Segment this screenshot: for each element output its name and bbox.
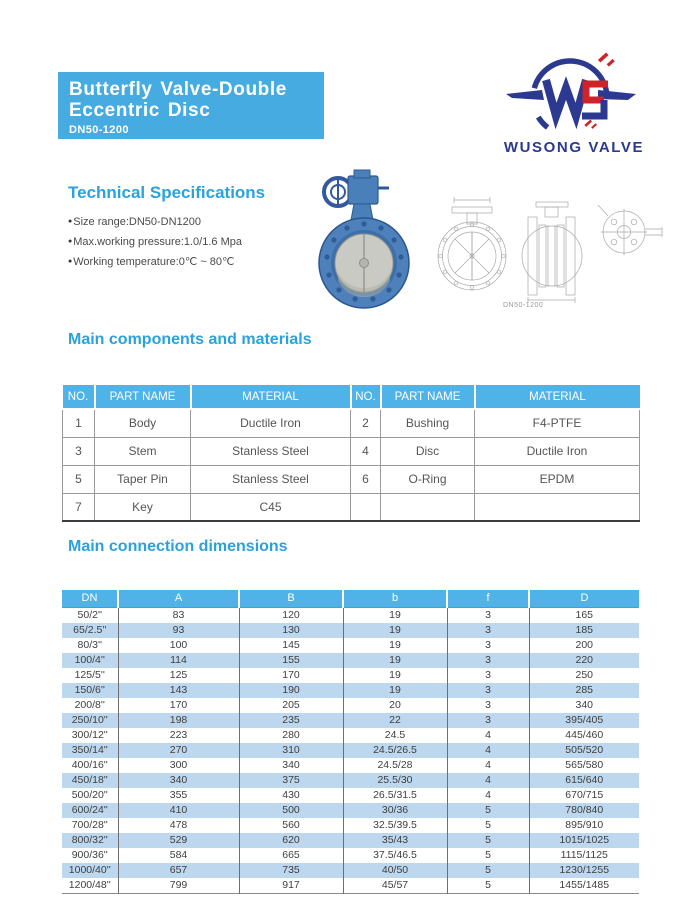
- table-cell: 1230/1255: [529, 863, 639, 878]
- table-cell: 100: [118, 638, 239, 653]
- column-header: NO.: [63, 384, 95, 409]
- table-cell: 19: [343, 623, 447, 638]
- table-cell: 170: [239, 668, 343, 683]
- table-row: [62, 728, 639, 743]
- table-cell: 895/910: [529, 818, 639, 833]
- table-cell: 235: [239, 713, 343, 728]
- table-row: [63, 437, 640, 465]
- table-cell: 4: [447, 788, 529, 803]
- table-cell: 620: [239, 833, 343, 848]
- table-cell: 22: [343, 713, 447, 728]
- table-cell: 25.5/30: [343, 773, 447, 788]
- table-row: [62, 623, 639, 638]
- table-cell: 24.5/26.5: [343, 743, 447, 758]
- bullet-icon: ●: [68, 238, 73, 245]
- drawing-front-view: [438, 197, 506, 290]
- table-cell: 205: [239, 698, 343, 713]
- table-cell: 445/460: [529, 728, 639, 743]
- table-cell: 2: [351, 409, 381, 437]
- table-cell: 584: [118, 848, 239, 863]
- table-row: [62, 683, 639, 698]
- table-cell: 350/14'': [71, 743, 108, 756]
- table-cell: 4: [351, 437, 381, 465]
- spec-text: Size range:DN50-DN1200: [73, 216, 202, 228]
- drawing-side-view: [522, 202, 582, 303]
- bullet-icon: ●: [68, 218, 73, 225]
- table-cell: 917: [239, 878, 343, 894]
- table-cell: 560: [239, 818, 343, 833]
- table-cell: 125: [118, 668, 239, 683]
- table-cell: 3: [447, 683, 529, 698]
- title-banner: [58, 72, 324, 139]
- table-cell: 430: [239, 788, 343, 803]
- spec-text: Working temperature:0℃ ~ 80℃: [73, 256, 235, 268]
- logo-left-wing: [506, 90, 544, 100]
- table-cell: 5: [447, 863, 529, 878]
- table-row: [62, 607, 639, 623]
- dimensions-table-body: [62, 607, 639, 893]
- components-heading: Main components and materials: [68, 331, 312, 348]
- table-cell: 155: [239, 653, 343, 668]
- table-cell: 83: [118, 607, 239, 623]
- table-cell: 3: [447, 698, 529, 713]
- table-cell: 529: [118, 833, 239, 848]
- column-header: PART NAME: [381, 384, 475, 409]
- tech-specs-heading: Technical Specifications: [68, 183, 266, 202]
- table-cell: 5: [447, 803, 529, 818]
- column-header: MATERIAL: [475, 384, 640, 409]
- table-row: [62, 713, 639, 728]
- table-cell: 615/640: [529, 773, 639, 788]
- table-cell: 200/8'': [74, 698, 105, 711]
- table-cell: Stem: [95, 437, 191, 465]
- table-cell: 1000/40'': [68, 863, 111, 876]
- table-cell: Bushing: [381, 409, 475, 437]
- table-cell: 20: [343, 698, 447, 713]
- table-cell: 19: [343, 653, 447, 668]
- table-cell: 170: [118, 698, 239, 713]
- table-cell: 500/20'': [71, 788, 108, 801]
- column-header: b: [343, 590, 447, 607]
- page-title-line2: Eccentric Disc: [69, 100, 211, 121]
- table-cell: 19: [343, 607, 447, 623]
- table-cell: 665: [239, 848, 343, 863]
- spec-item: [68, 232, 242, 252]
- drawing-flange-view: [598, 205, 662, 255]
- drawing-caption: DN50-1200: [503, 302, 544, 309]
- table-cell: 900/36'': [71, 848, 108, 861]
- dimensions-table: [62, 590, 639, 894]
- table-cell: 6: [351, 465, 381, 493]
- table-cell: 26.5/31.5: [343, 788, 447, 803]
- table-row: [62, 773, 639, 788]
- bullet-icon: ●: [68, 258, 73, 265]
- column-header: A: [118, 590, 239, 607]
- table-cell: 1455/1485: [529, 878, 639, 894]
- butterfly-valve-photo: [288, 166, 428, 316]
- table-cell: 670/715: [529, 788, 639, 803]
- table-cell: C45: [191, 493, 351, 521]
- table-cell: 143: [118, 683, 239, 698]
- table-cell: 1200/48'': [68, 878, 111, 891]
- logo-monogram-ws: [546, 80, 608, 116]
- table-row: [62, 638, 639, 653]
- table-cell: 24.5: [343, 728, 447, 743]
- table-row: [63, 493, 640, 521]
- table-cell: 500: [239, 803, 343, 818]
- table-cell: 3: [63, 437, 95, 465]
- table-cell: 30/36: [343, 803, 447, 818]
- table-cell: 45/57: [343, 878, 447, 894]
- column-header: DN: [62, 590, 118, 607]
- table-cell: 340: [118, 773, 239, 788]
- table-cell: 93: [118, 623, 239, 638]
- table-cell: 1: [63, 409, 95, 437]
- table-cell: 4: [447, 758, 529, 773]
- column-header: PART NAME: [95, 384, 191, 409]
- table-cell: 120: [239, 607, 343, 623]
- column-header: f: [447, 590, 529, 607]
- table-cell: 198: [118, 713, 239, 728]
- table-cell: Stanless Steel: [191, 437, 351, 465]
- table-cell: 19: [343, 638, 447, 653]
- table-row: [62, 863, 639, 878]
- table-row: [62, 698, 639, 713]
- table-cell: 505/520: [529, 743, 639, 758]
- table-cell: 24.5/28: [343, 758, 447, 773]
- spec-item: [68, 252, 242, 272]
- table-cell: 410: [118, 803, 239, 818]
- table-cell: 300/12'': [71, 728, 108, 741]
- table-row: [62, 878, 639, 894]
- table-cell: Ductile Iron: [191, 409, 351, 437]
- table-cell: 300: [118, 758, 239, 773]
- table-cell: 37.5/46.5: [343, 848, 447, 863]
- table-cell: 1115/1125: [529, 848, 639, 863]
- dimensions-heading: Main connection dimensions: [68, 538, 288, 555]
- table-cell: 280: [239, 728, 343, 743]
- table-cell: 270: [118, 743, 239, 758]
- column-header: MATERIAL: [191, 384, 351, 409]
- table-cell: Taper Pin: [95, 465, 191, 493]
- table-cell: 400/16'': [71, 758, 108, 771]
- table-cell: 5: [447, 878, 529, 894]
- table-cell: 799: [118, 878, 239, 894]
- table-cell: 125/5'': [74, 668, 105, 681]
- table-cell: 565/580: [529, 758, 639, 773]
- table-cell: 478: [118, 818, 239, 833]
- table-cell: 657: [118, 863, 239, 878]
- table-cell: 50/2'': [77, 608, 102, 621]
- table-cell: Disc: [381, 437, 475, 465]
- table-row: [62, 848, 639, 863]
- table-cell: 190: [239, 683, 343, 698]
- table-row: [62, 668, 639, 683]
- table-cell: 340: [239, 758, 343, 773]
- table-cell: Stanless Steel: [191, 465, 351, 493]
- table-row: [62, 653, 639, 668]
- table-row: [63, 465, 640, 493]
- table-cell: 340: [529, 698, 639, 713]
- table-cell: 800/32'': [71, 833, 108, 846]
- table-cell: 375: [239, 773, 343, 788]
- table-cell: 220: [529, 653, 639, 668]
- table-cell: 35/43: [343, 833, 447, 848]
- table-cell: Key: [95, 493, 191, 521]
- table-cell: 223: [118, 728, 239, 743]
- table-row: [62, 803, 639, 818]
- spec-text: Max.working pressure:1.0/1.6 Mpa: [73, 236, 242, 248]
- table-cell: 185: [529, 623, 639, 638]
- table-cell: [381, 493, 475, 521]
- table-cell: 114: [118, 653, 239, 668]
- page-title-line1: Butterfly Valve-Double: [69, 79, 287, 100]
- table-cell: 310: [239, 743, 343, 758]
- components-table: [62, 383, 640, 522]
- table-cell: [351, 493, 381, 521]
- table-cell: EPDM: [475, 465, 640, 493]
- table-cell: O-Ring: [381, 465, 475, 493]
- table-cell: 4: [447, 773, 529, 788]
- table-row: [62, 758, 639, 773]
- table-cell: 5: [447, 833, 529, 848]
- table-cell: 40/50: [343, 863, 447, 878]
- table-row: [62, 743, 639, 758]
- table-cell: 600/24'': [71, 803, 108, 816]
- table-cell: 7: [63, 493, 95, 521]
- table-cell: 19: [343, 683, 447, 698]
- gearbox: [348, 176, 378, 204]
- table-cell: 355: [118, 788, 239, 803]
- table-cell: 5: [447, 818, 529, 833]
- table-cell: 80/3'': [77, 638, 102, 651]
- table-cell: 32.5/39.5: [343, 818, 447, 833]
- table-cell: 19: [343, 668, 447, 683]
- table-cell: 200: [529, 638, 639, 653]
- table-cell: 3: [447, 638, 529, 653]
- table-row: [62, 788, 639, 803]
- table-row: [62, 833, 639, 848]
- table-cell: 250: [529, 668, 639, 683]
- components-table-body: [63, 409, 640, 521]
- table-cell: 700/28'': [71, 818, 108, 831]
- table-cell: 145: [239, 638, 343, 653]
- column-header: B: [239, 590, 343, 607]
- table-cell: 150/6'': [74, 683, 105, 696]
- table-cell: 3: [447, 653, 529, 668]
- table-cell: [475, 493, 640, 521]
- table-cell: 130: [239, 623, 343, 638]
- table-cell: F4-PTFE: [475, 409, 640, 437]
- table-cell: 3: [447, 668, 529, 683]
- technical-drawings: [428, 192, 672, 310]
- components-table-header: [63, 384, 640, 409]
- table-cell: 5: [63, 465, 95, 493]
- table-cell: Body: [95, 409, 191, 437]
- dimensions-table-header: [62, 590, 639, 607]
- table-cell: 450/18'': [71, 773, 108, 786]
- company-name: WUSONG VALVE: [503, 139, 645, 156]
- table-cell: 100/4'': [74, 653, 105, 666]
- table-cell: 4: [447, 728, 529, 743]
- table-row: [63, 409, 640, 437]
- tech-specs-list: [68, 212, 242, 272]
- table-cell: 5: [447, 848, 529, 863]
- table-cell: 735: [239, 863, 343, 878]
- table-cell: 65/2.5'': [73, 623, 107, 636]
- table-cell: 780/840: [529, 803, 639, 818]
- table-cell: 1015/1025: [529, 833, 639, 848]
- column-header: D: [529, 590, 639, 607]
- table-cell: 3: [447, 623, 529, 638]
- table-cell: 165: [529, 607, 639, 623]
- table-cell: 3: [447, 607, 529, 623]
- table-cell: 4: [447, 743, 529, 758]
- table-row: [62, 818, 639, 833]
- table-cell: 395/405: [529, 713, 639, 728]
- column-header: NO.: [351, 384, 381, 409]
- table-cell: 3: [447, 713, 529, 728]
- page-title-size-range: DN50-1200: [69, 124, 129, 136]
- table-cell: 250/10'': [71, 713, 108, 726]
- table-cell: Ductile Iron: [475, 437, 640, 465]
- table-cell: 285: [529, 683, 639, 698]
- spec-item: [68, 212, 242, 232]
